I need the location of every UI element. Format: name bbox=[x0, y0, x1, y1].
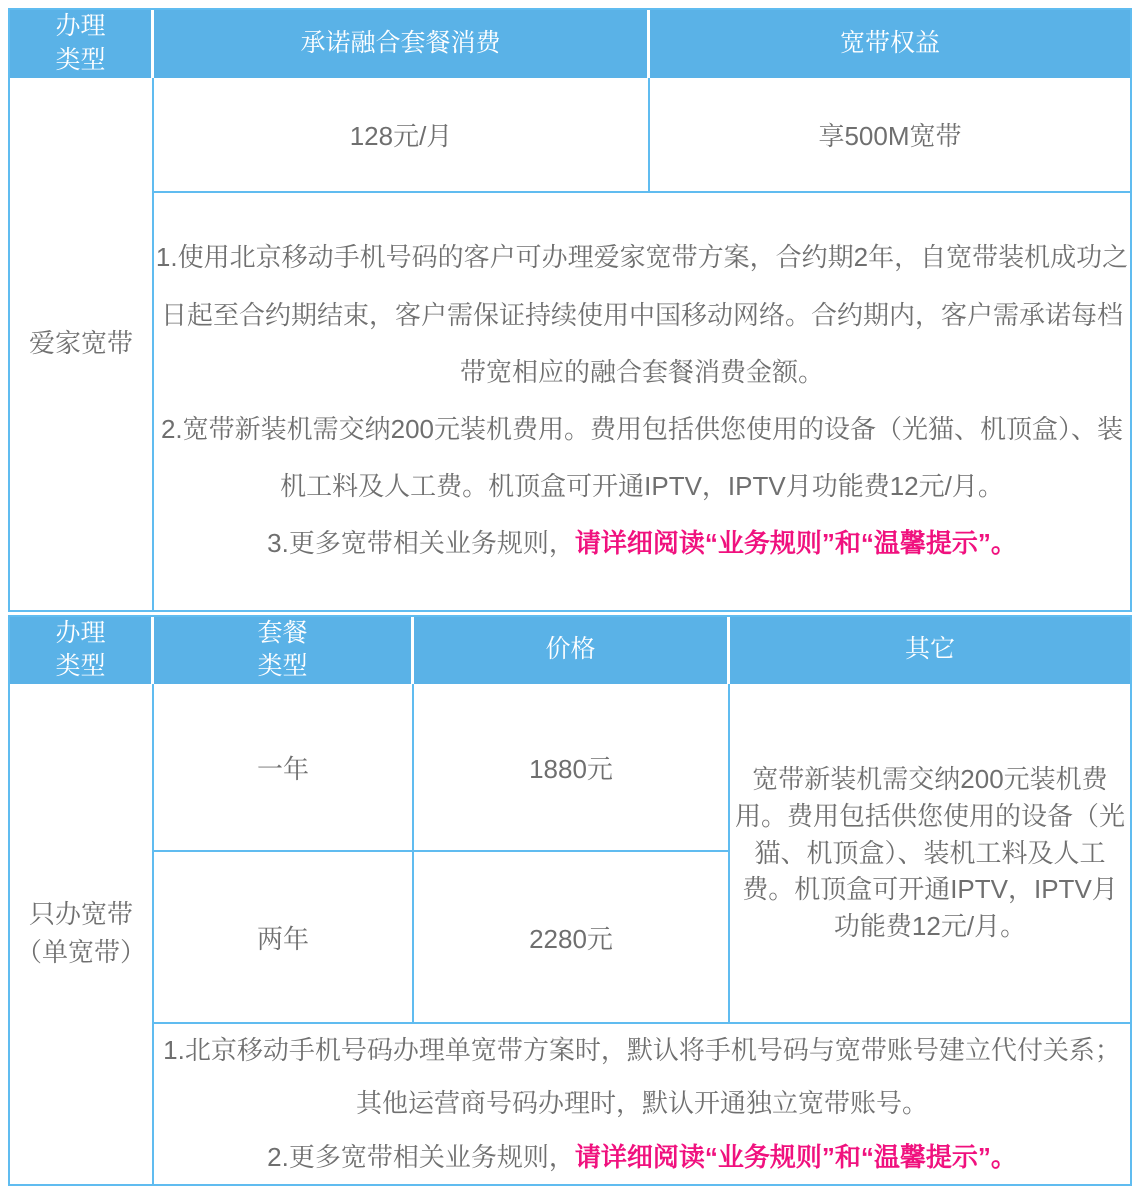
t2-term-cell-1: 一年 bbox=[154, 684, 414, 852]
t2-header-package-type-line2: 类型 bbox=[257, 652, 308, 681]
t1-header-apply-type-line2: 类型 bbox=[55, 45, 106, 74]
t2-note-1: 1.北京移动手机号码办理单宽带方案时，默认将手机号码与宽带账号建立代付关系；其他运营商号码办理时，默认开通独立宽带账号。 bbox=[163, 1035, 1121, 1119]
t1-note-1: 1.使用北京移动手机号码的客户可办理爱家宽带方案，合约期2年，自宽带装机成功之日起至合约期结束，客户需保证持续使用中国移动网络。合约期内，客户需承诺每档带宽相应的融合套餐消费金额。 bbox=[155, 242, 1129, 387]
t1-header-benefit: 宽带权益 bbox=[650, 10, 1130, 78]
t1-note-3-prefix: 3.更多宽带相关业务规则， bbox=[267, 528, 575, 559]
t2-note-2-highlight: 请详细阅读“业务规则”和“温馨提示”。 bbox=[574, 1141, 1017, 1172]
t2-header-row bbox=[10, 617, 1130, 685]
t1-plan-row bbox=[10, 78, 1130, 193]
t1-header-row bbox=[10, 10, 1130, 78]
t2-row-label bbox=[10, 684, 154, 1184]
t1-header-apply-type bbox=[10, 10, 154, 78]
t2-row-label-line2: （单宽带） bbox=[15, 936, 146, 967]
t1-note-3 bbox=[154, 515, 1130, 572]
t2-notes-row bbox=[10, 1024, 1130, 1184]
t2-note-2-prefix: 2.更多宽带相关业务规则， bbox=[267, 1141, 575, 1172]
t2-row-label-line1: 只办宽带 bbox=[28, 899, 133, 930]
aijia-broadband-table bbox=[8, 8, 1132, 612]
t1-note-3-highlight: 请详细阅读“业务规则”和“温馨提示”。 bbox=[574, 528, 1017, 559]
t2-price-cell-2: 2280元 bbox=[414, 852, 730, 1024]
t1-price-cell: 128元/月 bbox=[154, 78, 650, 193]
t1-notes-row bbox=[10, 193, 1130, 610]
t2-header-apply-type-line2: 类型 bbox=[55, 652, 106, 681]
t2-header-package-type-line1: 套餐 bbox=[257, 618, 308, 647]
t1-note-2: 2.宽带新装机需交纳200元装机费用。费用包括供您使用的设备（光猫、机顶盒）、装机工料及人工费。机顶盒可开通IPTV，IPTV月功能费12元/月。 bbox=[160, 414, 1124, 502]
t2-price-cell-1: 1880元 bbox=[414, 684, 730, 852]
standalone-broadband-table bbox=[8, 615, 1132, 1186]
t1-header-package-fee: 承诺融合套餐消费 bbox=[154, 10, 650, 78]
t2-other-cell: 宽带新装机需交纳200元装机费用。费用包括供您使用的设备（光猫、机顶盒）、装机工料及人工费。机顶盒可开通IPTV，IPTV月功能费12元/月。 bbox=[730, 684, 1130, 1024]
t1-header-apply-type-line1: 办理 bbox=[55, 12, 106, 40]
t2-header-apply-type-line1: 办理 bbox=[55, 618, 106, 647]
t2-term-cell-2: 两年 bbox=[154, 852, 414, 1024]
t2-plan-row-one-year bbox=[10, 684, 1130, 852]
t2-header-apply-type bbox=[10, 617, 154, 685]
t2-header-package-type bbox=[154, 617, 414, 685]
t2-header-price: 价格 bbox=[414, 617, 730, 685]
t1-notes-cell bbox=[154, 193, 1130, 610]
t2-notes-cell bbox=[154, 1024, 1130, 1184]
t2-note-2 bbox=[154, 1131, 1130, 1184]
t1-benefit-cell: 享500M宽带 bbox=[650, 78, 1130, 193]
t2-header-other: 其它 bbox=[730, 617, 1130, 685]
t1-row-label: 爱家宽带 bbox=[10, 78, 154, 610]
